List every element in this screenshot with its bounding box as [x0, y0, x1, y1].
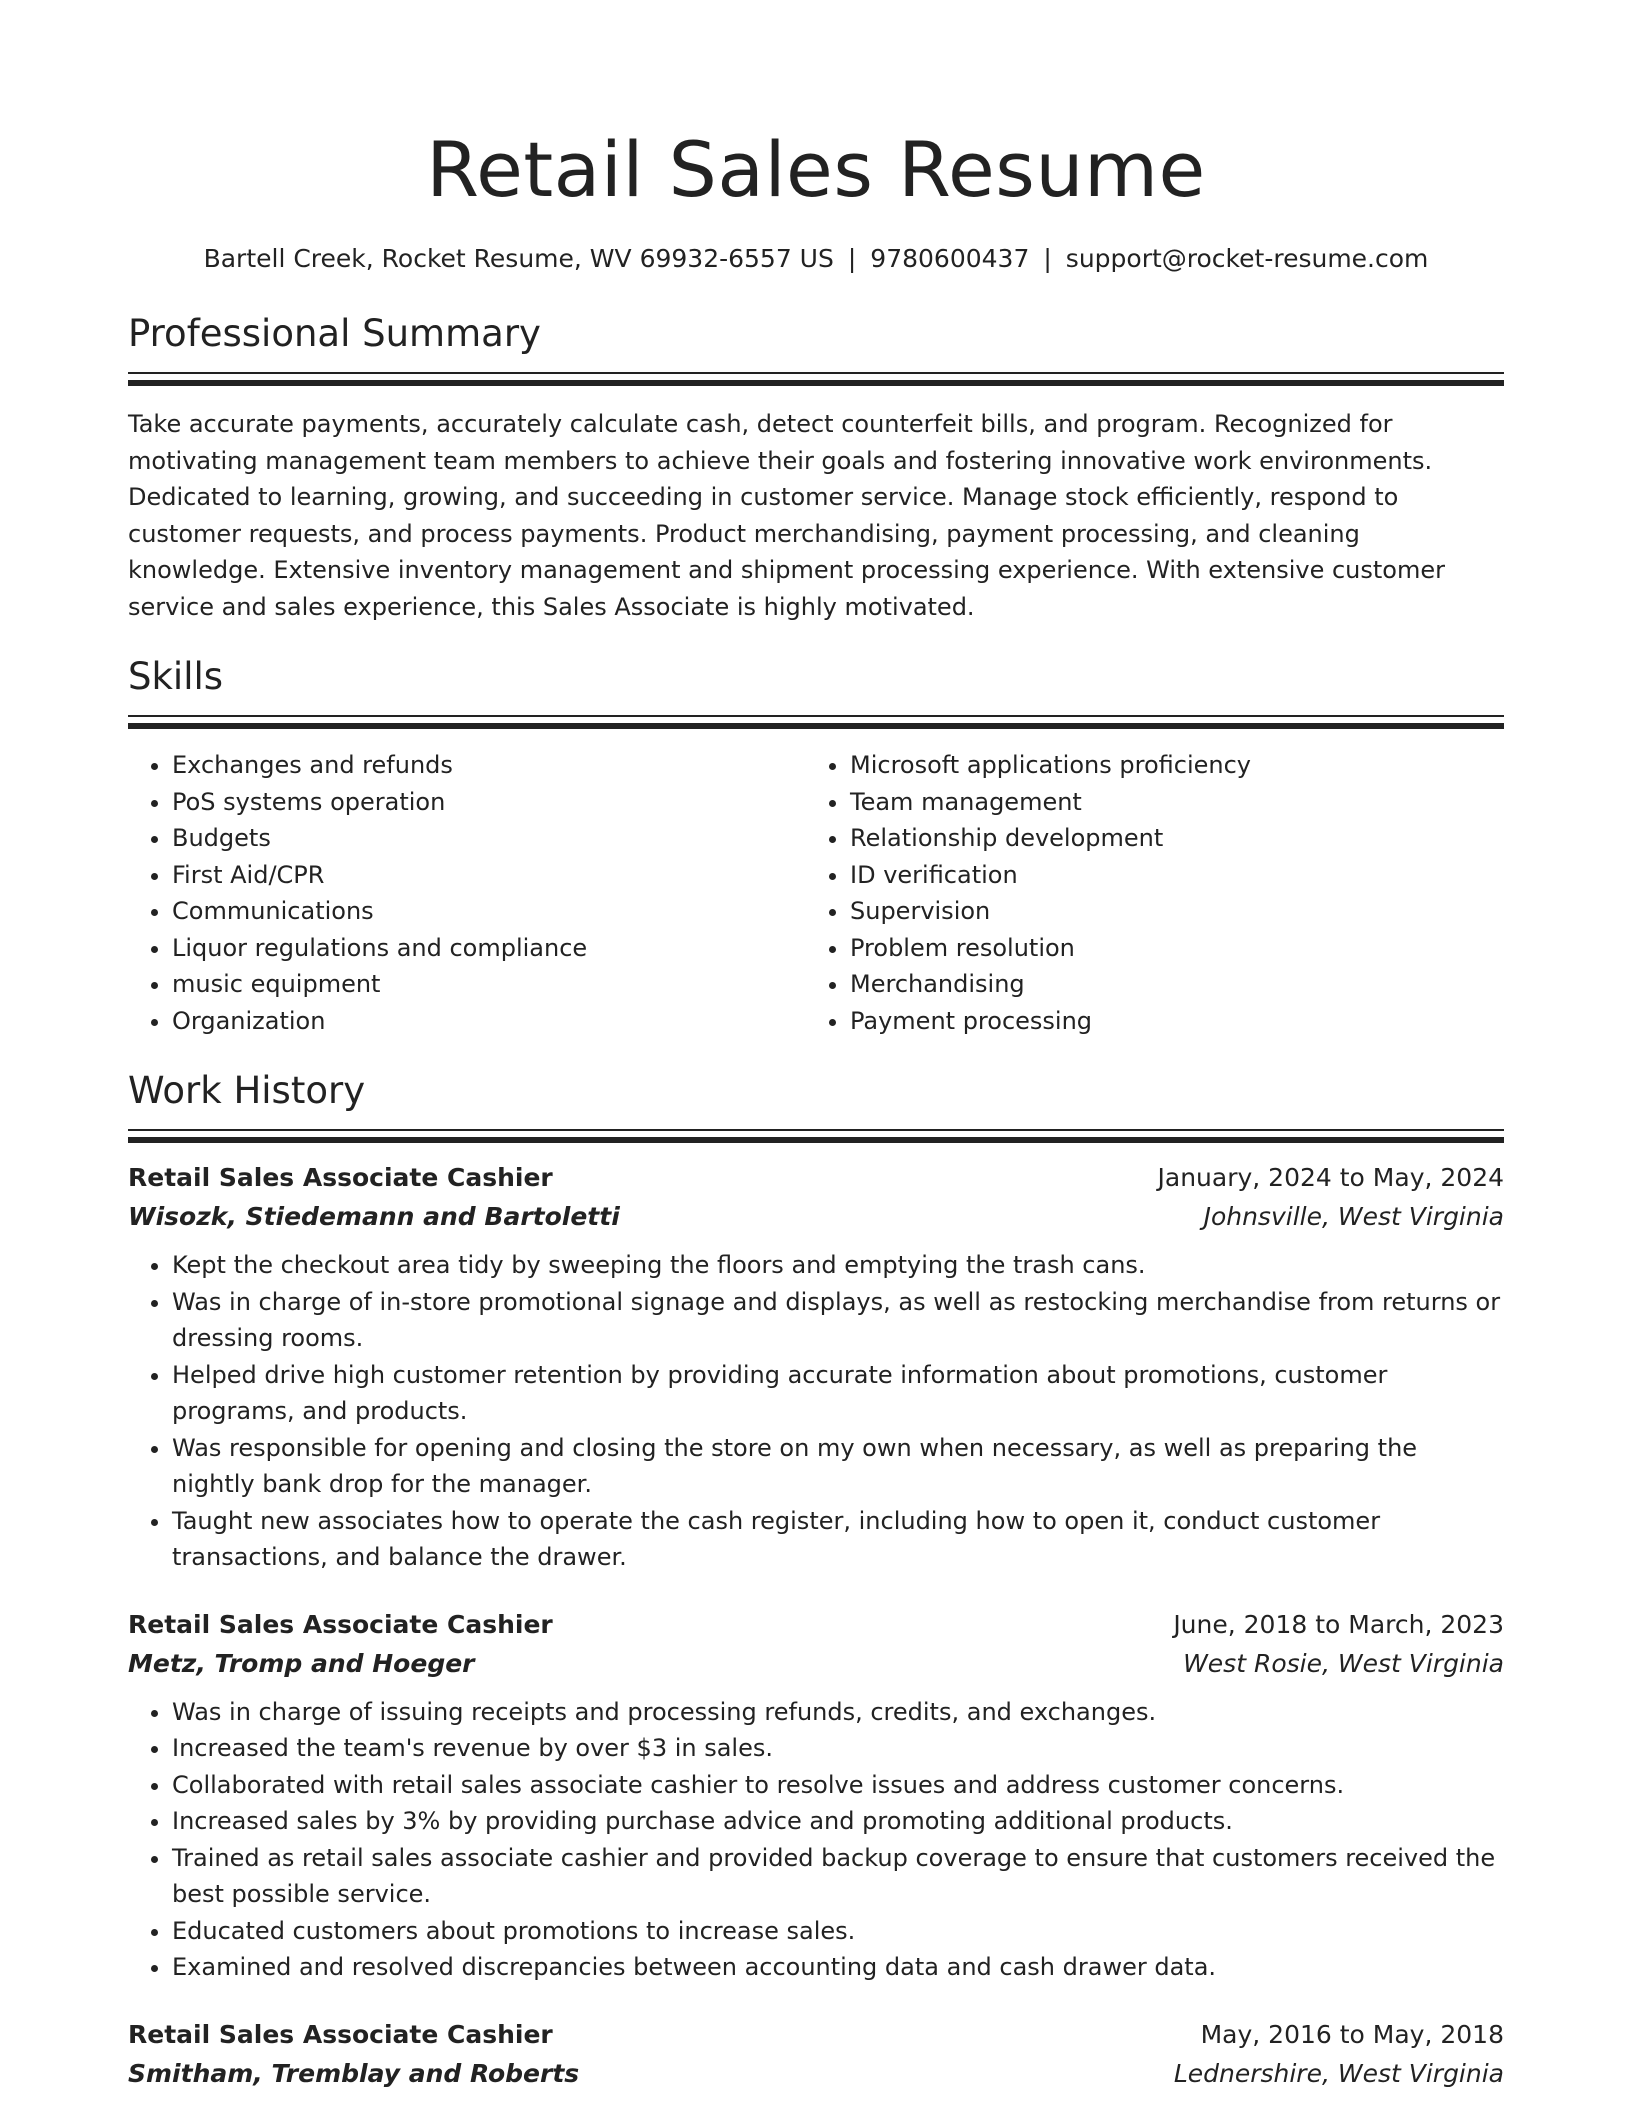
section-rule — [128, 715, 1504, 729]
summary-section — [128, 310, 1504, 625]
skill-item: • Communications — [172, 893, 806, 930]
skill-item: • First Aid/CPR — [172, 857, 806, 894]
job-dates: January, 2024 to May, 2024 — [1157, 1163, 1504, 1192]
job-bullet: • Helped drive high customer retention by providing accurate information about promotions, customer programs, and products. — [172, 1357, 1504, 1430]
skill-item: • Liquor regulations and compliance — [172, 930, 806, 967]
contact-email: support@rocket-resume.com — [1065, 244, 1429, 273]
skill-item: • Relationship development — [850, 820, 1484, 857]
job-location: West Rosie, West Virginia — [1183, 1648, 1504, 1678]
job-entry — [128, 2016, 1504, 2094]
job-dates: June, 2018 to March, 2023 — [1173, 1609, 1504, 1639]
job-bullet: • Taught new associates how to operate the cash register, including how to open it, conduct customer transactions, and balance the drawer. — [172, 1503, 1504, 1576]
skill-item: • Payment processing — [850, 1003, 1484, 1040]
section-rule — [128, 1129, 1504, 1143]
resume-page — [128, 0, 1504, 2094]
job-bullet: • Trained as retail sales associate cashier and provided backup coverage to ensure that customers received the best possible service. — [172, 1840, 1504, 1913]
skill-item: • ID verification — [850, 857, 1484, 894]
summary-text: Take accurate payments, accurately calculate cash, detect counterfeit bills, and program. Recognized for motivating management team members to achieve their goals and fostering innovative work environments. Dedicated to learning, growing, and succeeding in customer service. Manage stock efficiently, respond to customer requests, and process payments. Product merchandising, payment processing, and cleaning knowledge. Extensive inventory management and shipment processing experience. With extensive customer service and sales experience, this Sales Associate is highly motivated. — [128, 410, 1445, 621]
job-company: Metz, Tromp and Hoeger — [128, 1648, 475, 1678]
work-history-section — [128, 1067, 1504, 2094]
skill-item: • Problem resolution — [850, 930, 1484, 967]
skills-section — [128, 653, 1504, 1039]
job-dates: May, 2016 to May, 2018 — [1200, 2019, 1504, 2049]
contact-address: Bartell Creek, Rocket Resume, WV 69932-6557 US — [203, 244, 834, 273]
resume-title: Retail Sales Resume — [426, 125, 1206, 214]
skill-item: • PoS systems operation — [172, 784, 806, 821]
skills-column-right — [806, 747, 1484, 1039]
job-bullet: • Was responsible for opening and closing the store on my own when necessary, as well as preparing the nightly bank drop for the manager. — [172, 1430, 1504, 1503]
skill-item: • Team management — [850, 784, 1484, 821]
contact-separator: | — [1043, 244, 1052, 273]
summary-heading: Professional Summary — [128, 312, 541, 355]
job-title: Retail Sales Associate Cashier — [128, 1609, 553, 1639]
job-company: Smitham, Tremblay and Roberts — [128, 2058, 580, 2088]
job-bullet: • Educated customers about promotions to increase sales. — [172, 1913, 1504, 1950]
job-location: Johnsville, West Virginia — [1203, 1202, 1504, 1231]
skill-item: • Budgets — [172, 820, 806, 857]
contact-phone: 9780600437 — [870, 244, 1030, 273]
skill-item: • music equipment — [172, 966, 806, 1003]
skills-list — [128, 747, 1504, 1039]
section-rule — [128, 372, 1504, 386]
skills-column-left — [128, 747, 806, 1039]
job-bullet: • Kept the checkout area tidy by sweeping the floors and emptying the trash cans. — [172, 1247, 1504, 1284]
skill-item: • Organization — [172, 1003, 806, 1040]
job-bullet: • Increased sales by 3% by providing purchase advice and promoting additional products. — [172, 1803, 1504, 1840]
job-bullet: • Increased the team's revenue by over $3 in sales. — [172, 1730, 1504, 1767]
job-bullet: • Examined and resolved discrepancies between accounting data and cash drawer data. — [172, 1949, 1504, 1986]
work-history-heading: Work History — [128, 1069, 366, 1112]
job-title: Retail Sales Associate Cashier — [128, 2019, 553, 2049]
job-entry — [128, 1606, 1504, 1986]
contact-separator: | — [847, 244, 857, 273]
job-company: Wisozk, Stiedemann and Bartoletti — [128, 1202, 620, 1231]
skill-item: • Supervision — [850, 893, 1484, 930]
job-bullet: • Collaborated with retail sales associate cashier to resolve issues and address customer concerns. — [172, 1767, 1504, 1804]
job-location: Lednershire, West Virginia — [1173, 2058, 1504, 2088]
job-bullet: • Was in charge of in-store promotional signage and displays, as well as restocking merchandise from returns or dressing rooms. — [172, 1284, 1504, 1357]
skills-heading: Skills — [128, 655, 224, 698]
skill-item: • Exchanges and refunds — [172, 747, 806, 784]
job-bullet: • Was in charge of issuing receipts and processing refunds, credits, and exchanges. — [172, 1694, 1504, 1731]
contact-line — [128, 242, 1504, 276]
job-entry — [128, 1159, 1504, 1576]
skill-item: • Microsoft applications proficiency — [850, 747, 1484, 784]
job-title: Retail Sales Associate Cashier — [128, 1163, 553, 1192]
skill-item: • Merchandising — [850, 966, 1484, 1003]
